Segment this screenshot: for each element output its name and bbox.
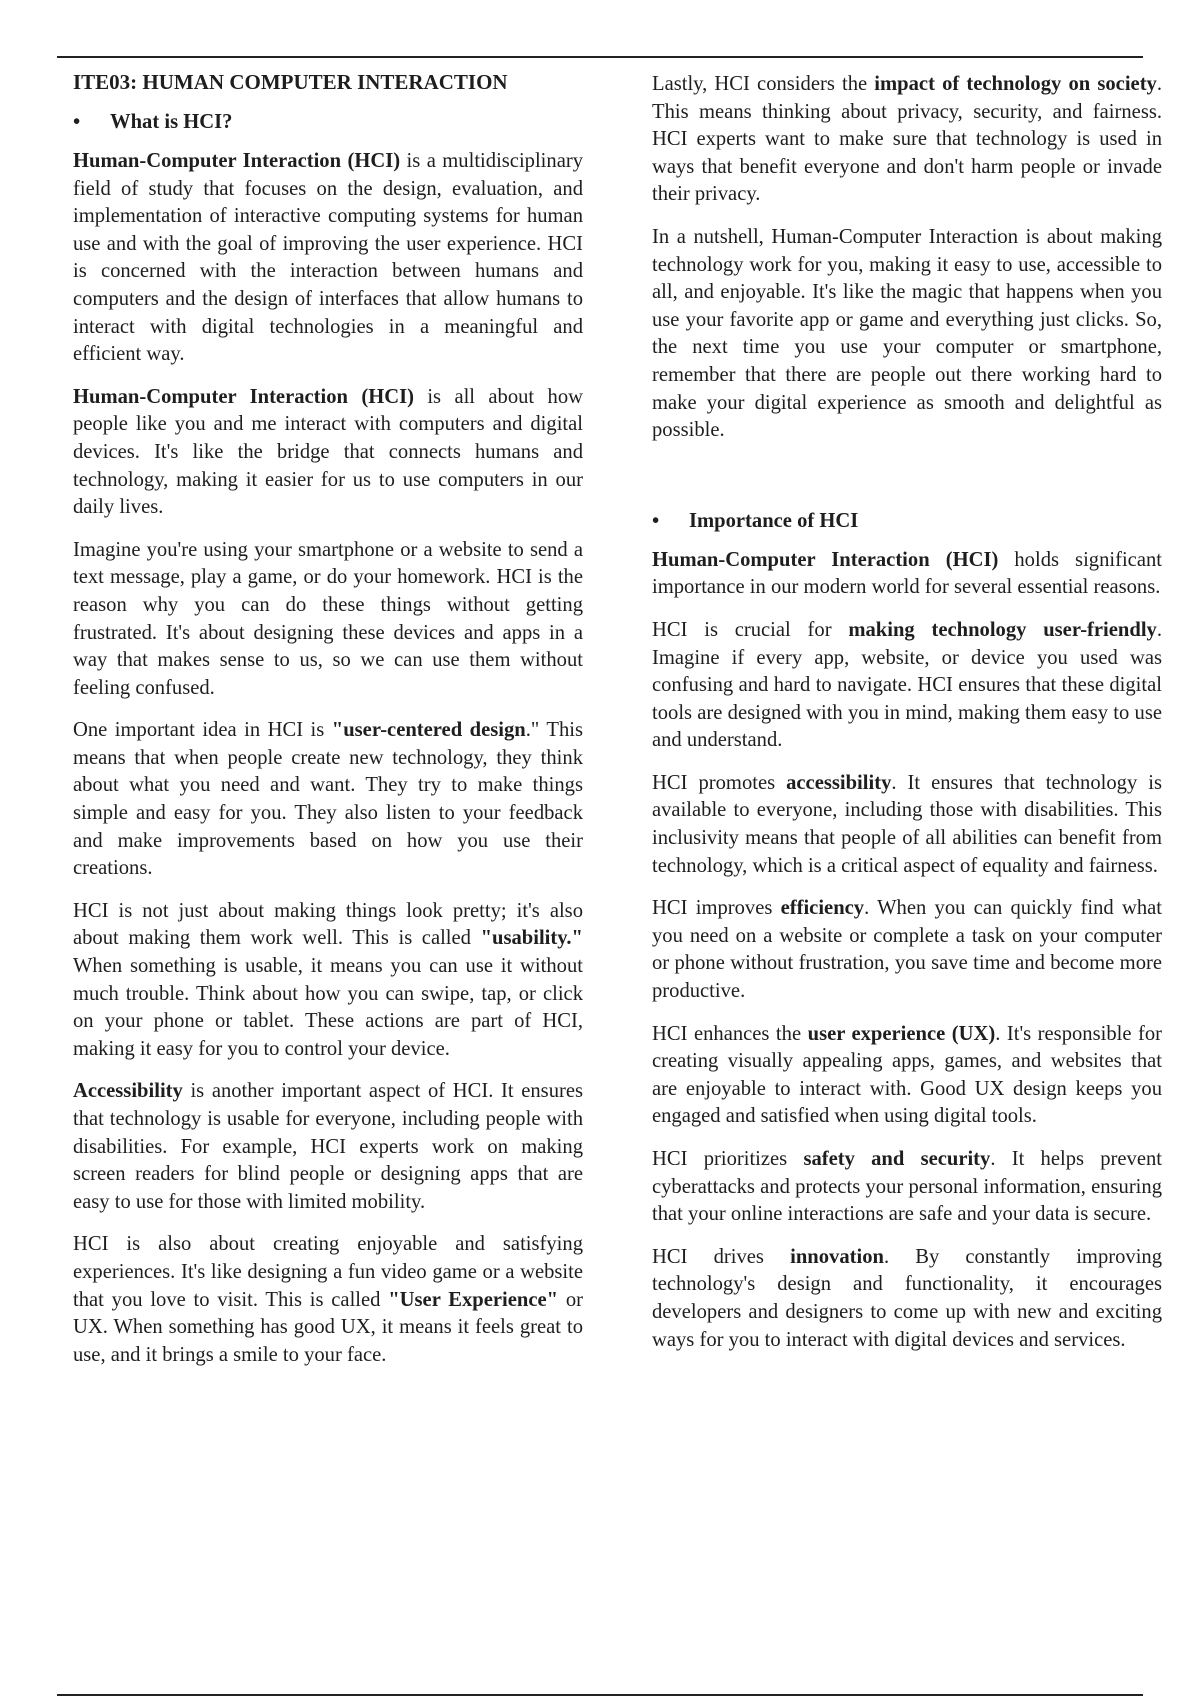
paragraph-user-experience: HCI is also about creating enjoyable and satisfying experiences. It's like designing a fun video game or a website that you love to visit. This is called "User Experience" or UX. When something has good UX, it means it feels great to use, and it brings a smile to your face. bbox=[73, 1233, 583, 1366]
paragraph-hci-bridge: Human-Computer Interaction (HCI) is all about how people like you and me interact with computers and digital devices. It's like the bridge that connects humans and technology, making it easier for us to use computers in our daily lives. bbox=[73, 385, 583, 519]
bold-term: "User Experience" bbox=[388, 1288, 559, 1311]
section-heading-text: What is HCI? bbox=[110, 111, 233, 133]
paragraph-nutshell: In a nutshell, Human-Computer Interaction is about making technology work for you, making it easy to use, accessible to all, and enjoyable. It's like the magic that happens when you use your favorite app or game and everything just clicks. So, the next time you use your computer or smartphone, remember that there are people out there working hard to make your digital experience as smooth and delightful as possible. bbox=[652, 225, 1162, 442]
bold-term: impact of technology on society bbox=[874, 73, 1157, 95]
section-heading-importance bbox=[652, 507, 1162, 535]
paragraph-impact-on-society: Lastly, HCI considers the impact of technology on society. This means thinking about privacy, security, and fairness. HCI experts want to make sure that technology is used in ways that benefit everyone and don't harm people or invade their privacy. bbox=[652, 73, 1162, 206]
bold-term: "usability." bbox=[480, 927, 583, 950]
bottom-rule bbox=[57, 1694, 1143, 1696]
bold-term: "user-centered design bbox=[331, 719, 526, 742]
bold-term: innovation bbox=[790, 1245, 884, 1268]
paragraph-safety-security: HCI prioritizes safety and security. It helps prevent cyberattacks and protects your personal information, ensuring that your online interactions are safe and your data is secure. bbox=[652, 1148, 1162, 1226]
paragraph-hci-definition: Human-Computer Interaction (HCI) is a multidisciplinary field of study that focuses on the design, evaluation, and implementation of interactive computing systems for human use and with the goal of improving the user experience. HCI is concerned with the interaction between humans and computers and the design of interfaces that allow humans to interact with digital technologies in a meaningful and efficient way. bbox=[73, 150, 584, 366]
bold-term: accessibility bbox=[786, 771, 892, 794]
paragraph-innovation: HCI drives innovation. By constantly improving technology's design and functionality, it encourages developers and designers to come up with new and exciting ways for you to interact with digital devices and services. bbox=[652, 1245, 1163, 1351]
paragraph-user-centered-design: One important idea in HCI is "user-centered design." This means that when people create new technology, they think about what you need and want. They try to make things simple and easy for you. They also listen to your feedback and make improvements based on how you use their creations. bbox=[73, 719, 583, 880]
paragraph-ux: HCI enhances the user experience (UX). It's responsible for creating visually appealing apps, games, and websites that are enjoyable to interact with. Good UX design keeps you engaged and satisfied when using digital tools. bbox=[652, 1022, 1162, 1128]
bold-term: Human-Computer Interaction (HCI) bbox=[73, 385, 414, 408]
bold-term: Human-Computer Interaction (HCI) bbox=[652, 548, 999, 571]
document-title: ITE03: HUMAN COMPUTER INTERACTION bbox=[73, 70, 508, 94]
right-column bbox=[652, 71, 1162, 1369]
bold-term: safety and security bbox=[803, 1148, 991, 1170]
bold-term: user experience (UX) bbox=[807, 1022, 996, 1045]
bold-term: Human-Computer Interaction (HCI) bbox=[73, 150, 401, 172]
paragraph-user-friendly: HCI is crucial for making technology user-friendly. Imagine if every app, website, or device you used was confusing and hard to navigate. HCI ensures that these digital tools are designed with you in mind, making them easy to use and understand. bbox=[652, 618, 1162, 752]
paragraph-smartphone-example: Imagine you're using your smartphone or a website to send a text message, play a game, or do your homework. HCI is the reason why you can do these things without getting frustrated. It's about designing these devices and apps in a way that makes sense to us, so we can use them without feeling confused. bbox=[73, 538, 583, 699]
section-heading-what-is-hci bbox=[73, 108, 583, 136]
bold-term: Accessibility bbox=[73, 1080, 183, 1103]
left-column bbox=[73, 68, 583, 1384]
paragraph-promotes-accessibility: HCI promotes accessibility. It ensures that technology is available to everyone, including those with disabilities. This inclusivity means that people of all abilities can benefit from technology, which is a critical aspect of equality and fairness. bbox=[652, 771, 1163, 877]
bold-term: efficiency bbox=[780, 897, 865, 920]
paragraph-usability: HCI is not just about making things look pretty; it's also about making them work well. This is called "usability." When something is usable, it means you can use it without much trouble. Think about how you can swipe, tap, or click on your phone or tablet. These actions are part of HCI, making it easy for you to control your device. bbox=[73, 899, 583, 1060]
bullet-icon: • bbox=[652, 509, 660, 532]
bullet-icon: • bbox=[73, 111, 81, 133]
paragraph-significance: Human-Computer Interaction (HCI) holds significant importance in our modern world for several essential reasons. bbox=[652, 548, 1162, 599]
top-rule bbox=[57, 56, 1143, 58]
paragraph-accessibility: Accessibility is another important aspect of HCI. It ensures that technology is usable for everyone, including people with disabilities. For example, HCI experts work on making screen readers for blind people or designing apps that are easy to use for those with limited mobility. bbox=[73, 1080, 583, 1213]
section-heading-text: Importance of HCI bbox=[689, 509, 859, 532]
paragraph-efficiency: HCI improves efficiency. When you can quickly find what you need on a website or complete a task on your computer or phone without frustration, you save time and become more productive. bbox=[652, 897, 1162, 1003]
bold-term: making technology user-friendly bbox=[848, 618, 1157, 641]
